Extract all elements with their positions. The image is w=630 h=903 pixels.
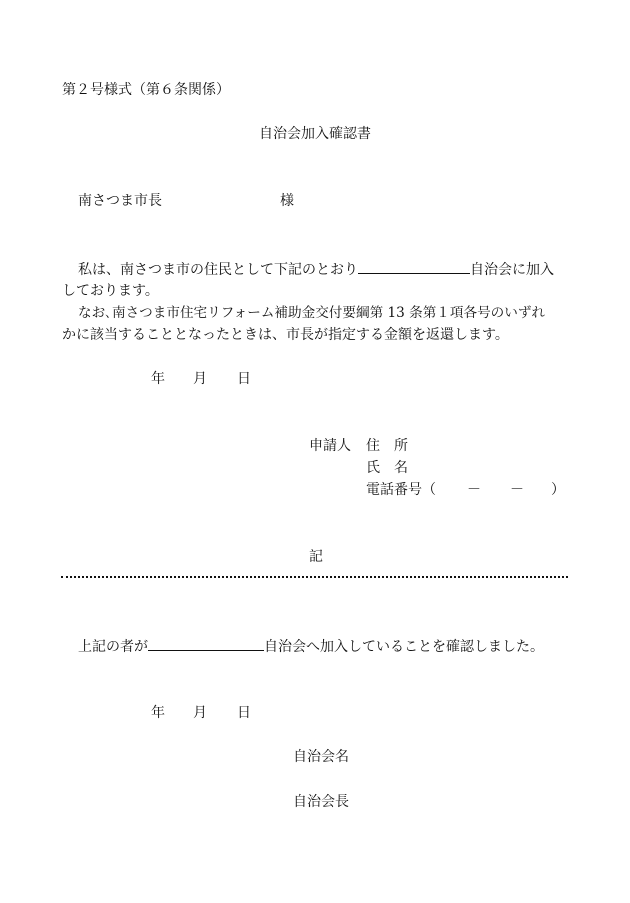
statement-line1-after: 自治会に加入 — [470, 262, 554, 278]
confirmation-after: 自治会へ加入していることを確認しました。 — [264, 639, 544, 655]
applicant-name-label: 氏 名 — [366, 460, 408, 476]
phone-dash-1: － — [467, 482, 481, 498]
ki-heading: 記 — [309, 549, 323, 565]
date1-year: 年 — [151, 371, 165, 387]
confirmation-before: 上記の者が — [78, 639, 148, 655]
association-name-label: 自治会名 — [293, 749, 349, 765]
date2-day: 日 — [237, 705, 251, 721]
statement-line1-before: 私は、南さつま市の住民として下記のとおり — [78, 262, 358, 278]
addressee-honorific: 様 — [280, 193, 294, 209]
date1-month: 月 — [193, 371, 207, 387]
addressee-name: 南さつま市長 — [78, 193, 162, 209]
dotted-divider — [61, 576, 568, 578]
phone-close-paren: ） — [551, 482, 565, 498]
applicant-phone-label: 電話番号（ — [366, 482, 436, 498]
date1-day: 日 — [237, 371, 251, 387]
applicant-address-label: 住 所 — [366, 438, 408, 454]
statement-line1 — [78, 259, 554, 279]
date2-year: 年 — [151, 705, 165, 721]
confirmation-line — [78, 636, 544, 656]
form-number: 第２号様式（第６条関係） — [62, 82, 230, 98]
phone-dash-2: － — [510, 482, 524, 498]
statement-line3: なお､南さつま市住宅リフォーム補助金交付要綱第 13 条第１項各号のいずれ — [78, 305, 546, 321]
date2-month: 月 — [193, 705, 207, 721]
statement-line4: かに該当することとなったときは、市長が指定する金額を返還します。 — [62, 327, 509, 343]
association-blank-line — [358, 259, 470, 274]
association-head-label: 自治会長 — [293, 794, 349, 810]
applicant-label: 申請人 — [309, 438, 351, 454]
statement-line2: しております。 — [62, 283, 159, 299]
applicant-blank-line — [148, 636, 264, 651]
document-title: 自治会加入確認書 — [259, 126, 371, 142]
